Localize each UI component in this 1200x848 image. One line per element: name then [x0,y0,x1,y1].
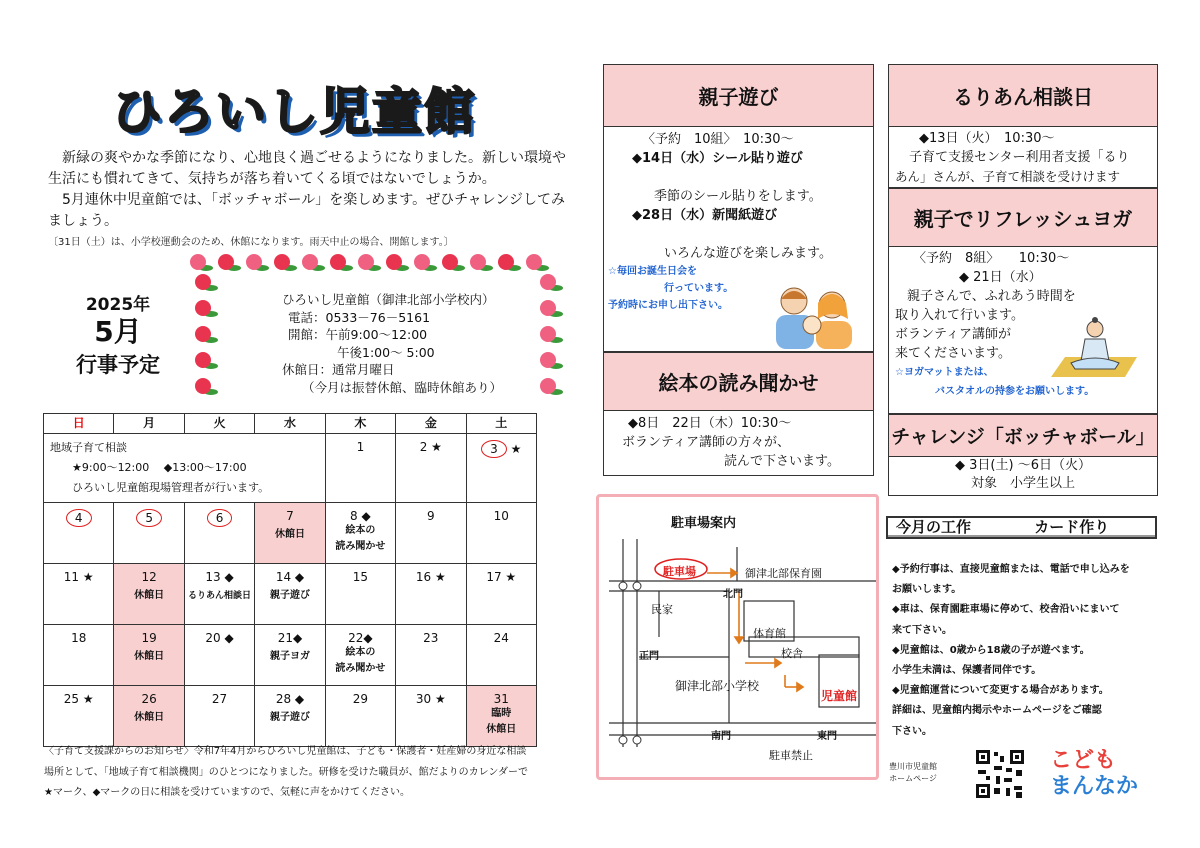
holiday-circle: 6 [207,509,233,527]
calendar-day [396,686,466,747]
support-notice-line: ★マーク、◆マークの日に相談を受けていますので、気軽に声をかけてください。 [44,787,411,798]
day-event: 絵本の 読み聞かせ [335,525,386,552]
oyako-line: 季節のシール貼りをします。 [654,189,822,204]
day-event: 休館日 [134,651,165,662]
day-number: 24 [493,631,509,645]
calendar-day [255,503,325,564]
day-number: 21◆ [277,631,303,645]
holiday-circle: 5 [136,509,162,527]
birthday-note-1: ☆毎回お誕生日会を [608,266,697,277]
day-number: 17 ★ [486,570,517,584]
day-number: 7 [286,509,294,523]
yoga-illustration [1045,317,1141,383]
intro-paragraph-1: 新緑の爽やかな季節になり、心地良く過ごせるようになりました。新しい環境や生活にも慣れてきて、気持ちが落ち着いてくる頃ではないでしょうか。 [48,150,566,187]
consult-times: ★9:00～12:00 ◆13:00～17:00 [72,461,247,474]
ehon-line: 読んで下さいます。 [724,454,840,469]
calendar-day [325,625,395,686]
intro-paragraph-2: 5月連休中児童館では、「ボッチャボール」を楽しめます。ぜひチャレンジしてみましょう。 [48,192,565,229]
day-event: るりあん相談日 [188,591,252,601]
logo-line-1: こども [1050,748,1117,773]
facility-info [282,291,502,396]
yoga-line: ◆ 21日（水） [959,270,1042,285]
day-number: 20 ◆ [205,631,234,645]
calendar-day [396,434,466,503]
oyako-line: ◆28日（水）新聞紙遊び [632,208,778,223]
closure-note: 〔31日（土）は、小学校運動会のため、休館になります。雨天中止の場合、開館します。〕 [48,237,454,248]
rule-line: ◆予約行事は、直接児童館または、電話で申し込みを [892,564,1130,575]
calendar-day [44,503,114,564]
day-number: 10 [493,509,509,523]
day-number: 16 ★ [415,570,446,584]
map-main-gate: 正門 [639,651,659,662]
day-number: 27 [211,692,228,706]
day-number: 12 [141,570,157,584]
calendar-header-row [44,414,537,434]
kodomo-mannaka-logo [1050,748,1138,800]
carnation-flower [195,378,211,394]
craft-label: 今月の工作 [896,518,972,536]
carnation-flower [540,378,556,394]
facility-hours-pm: 午後1:00～ 5:00 [337,344,435,360]
map-school-building: 校舎 [781,647,803,660]
page-title: ひろいし児童館 [112,83,476,141]
calendar-day [44,686,114,747]
oyako-line: ◆14日（水）シール貼り遊び [632,151,803,166]
consult-title: 地域子育て相談 [50,441,127,454]
day-header-sat: 土 [466,414,536,434]
day-event: 親子遊び [269,590,310,601]
intro-text [48,148,578,232]
day-event: 休館日 [134,590,165,601]
calendar-day [114,564,184,625]
consult-mark: ★ [510,442,522,456]
carnation-flower [540,326,556,342]
ruri-title: るりあん相談日 [889,65,1157,127]
oyako-asobi-title: 親子遊び [604,65,873,127]
day-header-sun: 日 [44,414,114,434]
calendar-week-1 [44,434,537,503]
calendar-day [255,625,325,686]
day-number: 22◆ [348,631,373,645]
facility-closed: 休館日：通常月曜日 [282,362,395,377]
oyako-line: 〈予約 10組〉 10:30～ [642,132,794,147]
rule-line: ◆児童館運営について変更する場合があります。 [892,685,1109,697]
ehon-line: ◆8日 22日（木）10:30～ [628,416,792,431]
day-number [114,509,183,527]
calendar-day [114,503,184,564]
carnation-flower [442,254,458,270]
map-east-gate: 東門 [817,731,837,742]
rule-line: お願いします。 [892,584,962,596]
carnation-flower [195,300,211,316]
homepage-caption-2: ホームページ [889,774,937,783]
carnation-flower [470,254,486,270]
oyako-asobi-box [603,64,874,352]
holiday-circle: 3 [481,440,507,458]
day-number: 9 [427,509,435,523]
ehon-line: ボランティア講師の方々が、 [622,435,790,450]
day-header-mon: 月 [114,414,184,434]
calendar-day [325,686,395,747]
day-number: 30 ★ [415,692,446,706]
day-header-fri: 金 [396,414,466,434]
map-nursery: 御津北部保育園 [745,567,822,580]
map-jidokan: 児童館 [821,689,858,703]
yoga-note-1: ☆ヨガマットまたは、 [895,367,994,378]
map-no-parking: 駐車禁止 [769,749,813,762]
day-number: 11 ★ [63,570,94,584]
parent-child-illustration [764,279,864,349]
yoga-line: 〈予約 8組〉 10:30～ [913,251,1070,266]
day-event: 休館日 [134,712,165,723]
map-gym: 体育館 [753,627,786,640]
rule-line: 小学生未満は、保護者同伴です。 [892,665,1042,677]
calendar-day [466,686,536,747]
calendar-week-4 [44,625,537,686]
carnation-flower [386,254,402,270]
carnation-flower [195,326,211,342]
day-event: 臨時 休館日 [486,708,517,735]
yoga-line: 親子さんで、ふれあう時間を [907,289,1076,304]
carnation-flower [246,254,262,270]
day-number: 2 ★ [419,440,442,454]
ruri-body [889,127,1157,188]
day-number: 31 [493,692,509,706]
parking-map [596,494,879,780]
day-number: 14 ◆ [275,570,305,584]
calendar-day [184,686,254,747]
day-number: 8 ◆ [350,509,371,523]
calendar-day [325,434,395,503]
day-number: 1 [356,440,365,454]
day-event: 絵本の 読み聞かせ [335,647,386,674]
rule-line: 詳細は、児童館内掲示やホームページをご確認 [892,705,1102,717]
day-number: 26 [141,692,157,706]
facility-phone: 電話：0533－76－5161 [288,309,431,325]
calendar-week-2 [44,503,537,564]
boccia-body [889,457,1157,493]
day-header-thu: 木 [325,414,395,434]
homepage-caption [889,761,937,785]
ruri-box [888,64,1158,188]
calendar-day [466,503,536,564]
calendar-day [184,503,254,564]
yoga-note-2: バスタオルの持参をお願いします。 [935,386,1095,397]
carnation-flower [540,352,556,368]
ehon-title: 絵本の読み聞かせ [604,353,873,411]
boccia-line: ◆ 3日(土) ～6日（火） [955,458,1091,473]
boccia-title: チャレンジ「ボッチャボール」 [889,415,1157,457]
yoga-line: 取り入れて行います。 [895,308,1024,323]
birthday-note-2: 行っています。 [664,283,734,294]
day-number [467,440,536,458]
yoga-line: ボランティア講師が [895,327,1011,342]
map-south-gate: 南門 [711,731,731,742]
carnation-flower [498,254,514,270]
holiday-circle: 4 [66,509,92,527]
day-number [44,509,113,527]
calendar-day [466,564,536,625]
carnation-flower [190,254,206,270]
rule-line: ◆車は、保育園駐車場に停めて、校舎沿いにまいて [892,604,1120,616]
facility-closed-note: （今月は振替休館、臨時休館あり） [302,379,503,395]
carnation-flower [358,254,374,270]
map-north-gate: 北門 [723,589,743,600]
calendar-day [44,625,114,686]
carnation-flower [330,254,346,270]
calendar-day [396,503,466,564]
logo-line-2: まんなか [1050,774,1139,799]
calendar-week-3 [44,564,537,625]
carnation-flower [195,352,211,368]
consult-info-cell [44,434,326,503]
support-notice [44,742,584,804]
ehon-box [603,352,874,476]
day-event: 休館日 [274,529,305,540]
boccia-line: 対象 小学生以上 [970,476,1075,491]
ruri-line: あん」さんが、子育て相談を受けけます [895,169,1121,184]
day-header-tue: 火 [184,414,254,434]
oyako-line: いろんな遊びを楽しみます。 [664,246,832,261]
day-number: 19 [141,631,157,645]
map-title: 駐車場案内 [671,516,737,531]
yoga-title: 親子でリフレッシュヨガ [889,189,1157,247]
carnation-flower [526,254,542,270]
day-number: 25 ★ [63,692,94,706]
ruri-line: 子育て支援センター利用者支援「るり [909,150,1130,165]
rule-line: 来て下さい。 [892,624,952,636]
calendar-day [466,625,536,686]
birthday-note-3: 予約時にお申し出下さい。 [608,300,728,311]
schedule-year: 2025年 [85,295,151,315]
carnation-flower [218,254,234,270]
carnation-flower [540,274,556,290]
map-parking: 駐車場 [663,565,696,578]
schedule-month: 5月 [94,315,142,348]
qr-code-icon[interactable] [974,748,1026,800]
rules-list [892,560,1130,742]
boccia-box [888,414,1158,496]
carnation-flower [274,254,290,270]
calendar-day [325,503,395,564]
calendar-day [466,434,536,503]
schedule-label: 行事予定 [76,353,160,377]
facility-name: ひろいし児童館（御津北部小学校内） [282,292,495,307]
calendar-day [114,625,184,686]
carnation-flower [195,274,211,290]
rule-line: ◆児童館は、0歳から18歳の子が遊べます。 [892,644,1090,656]
homepage-caption-1: 豊川市児童館 [889,762,937,771]
calendar-day [44,564,114,625]
day-event: 親子ヨガ [269,651,310,662]
calendar-day [325,564,395,625]
day-event: 親子遊び [269,712,310,723]
consult-by: ひろいし児童館現場管理者が行います。 [72,481,270,494]
day-number: 13 ◆ [205,570,234,584]
ruri-line: ◆13日（火） 10:30～ [919,131,1055,146]
calendar [43,413,537,747]
calendar-week-5 [44,686,537,747]
day-number: 18 [71,631,87,645]
calendar-day [396,564,466,625]
facility-hours-am: 開館：午前9:00～12:00 [288,327,428,342]
rule-line: 下さい。 [892,725,932,737]
support-notice-line: 場所として、「地域子育て相談機関」のひとつになりました。研修を受けた職員が、館だよりのカレンダーで [44,766,528,778]
calendar-day [184,564,254,625]
calendar-day [114,686,184,747]
calendar-day [396,625,466,686]
map-house: 民家 [651,603,673,616]
calendar-day [184,625,254,686]
day-number: 28 ◆ [275,692,305,706]
carnation-flower [414,254,430,270]
ehon-body [604,411,873,474]
calendar-day [255,686,325,747]
craft-of-month [886,516,1157,539]
day-number: 29 [352,692,369,706]
carnation-flower [540,300,556,316]
calendar-day [255,564,325,625]
day-header-wed: 水 [255,414,325,434]
map-school: 御津北部小学校 [675,679,760,693]
craft-value: カード作り [1034,518,1110,536]
schedule-heading [58,290,178,379]
day-number: 15 [352,570,369,584]
support-notice-line: 〈子育て支援課からのお知らせ〉令和7年4月からひろいし児童館は、子ども・保護者・妊産婦の身近な相談 [44,746,527,757]
day-number: 23 [423,631,439,645]
yoga-box [888,188,1158,414]
carnation-flower [302,254,318,270]
yoga-line: 来てくださいます。 [895,346,1011,361]
day-number [185,509,254,527]
